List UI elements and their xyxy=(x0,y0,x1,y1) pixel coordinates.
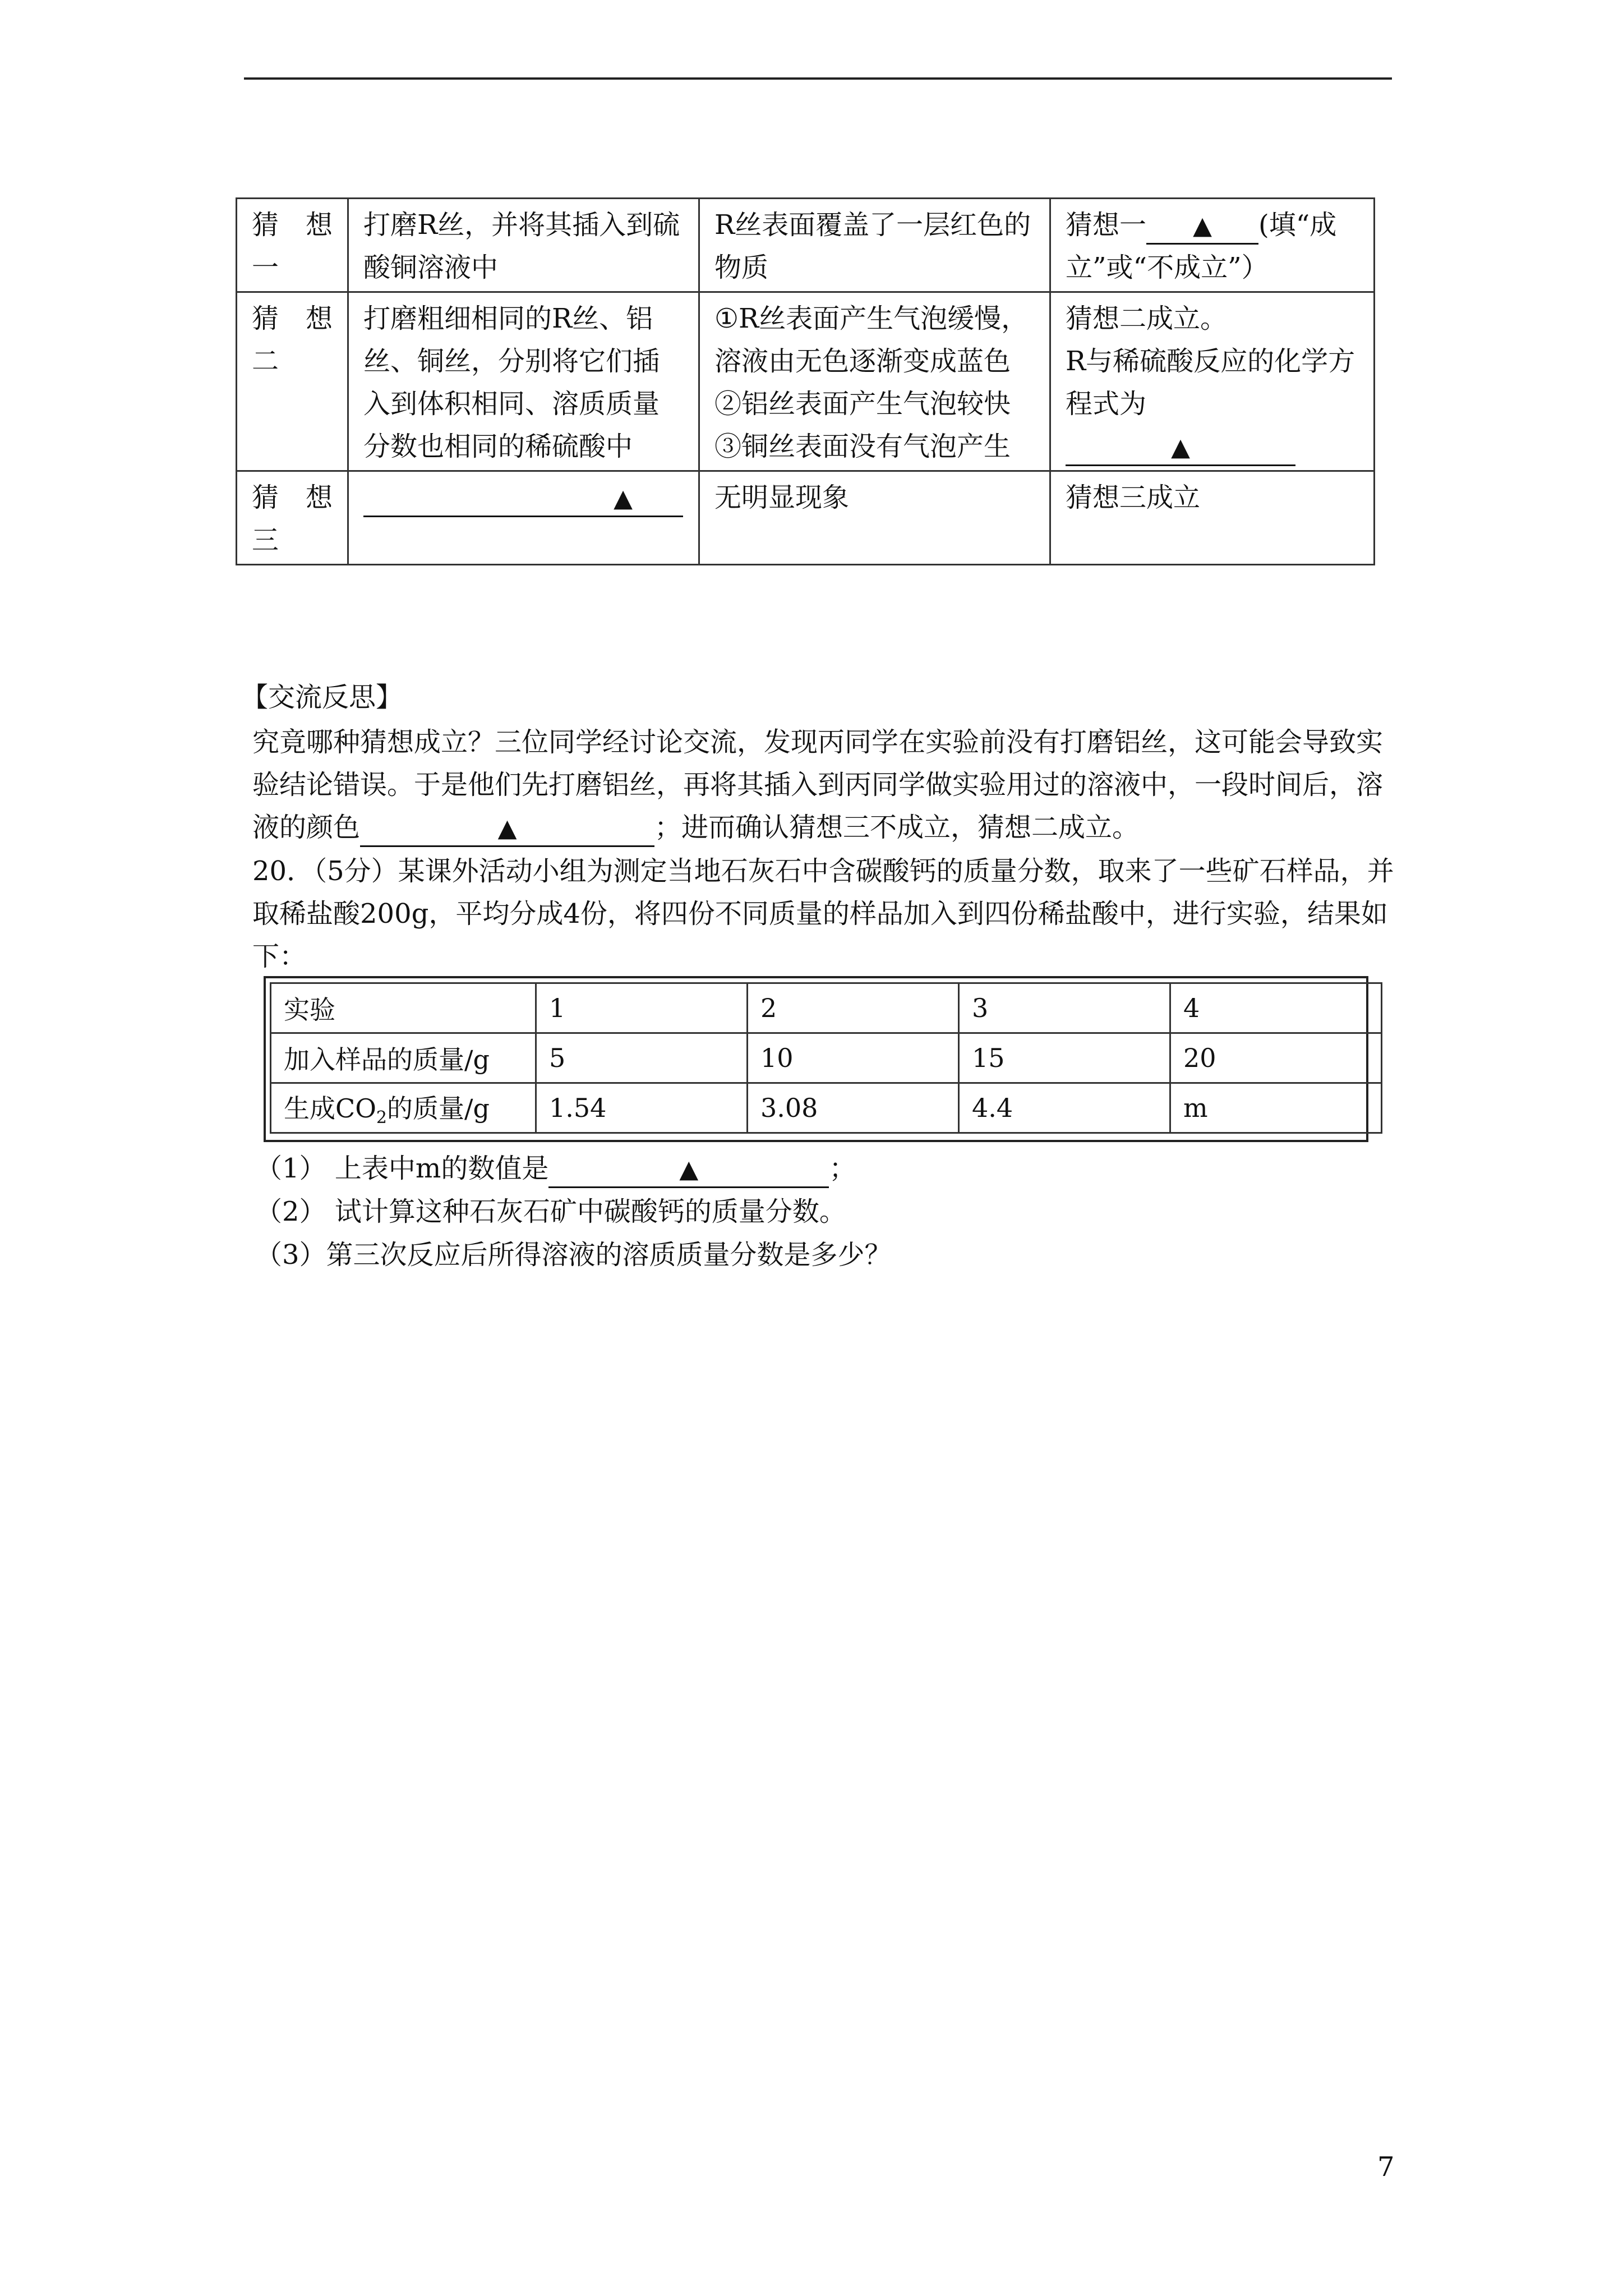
triangle-icon: ▲ xyxy=(497,814,517,843)
hypothesis-cell: 猜 想 三 xyxy=(237,471,348,565)
question-20: 20．（5分）某课外活动小组为测定当地石灰石中含碳酸钙的质量分数，取来了一些矿石样品，并取稀盐酸200g，平均分成4份，将四份不同质量的样品加入到四份稀盐酸中，进行实验，结果如下： xyxy=(252,855,1394,972)
subquestion-number: （2） xyxy=(255,1196,326,1227)
row-label xyxy=(271,1083,536,1133)
cell: 4.4 xyxy=(959,1083,1170,1133)
table-row xyxy=(237,471,1375,565)
subquestion-text: 上表中m的数值是 xyxy=(334,1153,549,1184)
hypothesis-cell: 猜 想 二 xyxy=(237,292,348,471)
cell: 3.08 xyxy=(748,1083,959,1133)
answer-blank xyxy=(363,480,683,517)
reflection-text: 究竟哪种猜想成立？三位同学经讨论交流，发现丙同学在实验前没有打磨铝丝，这可能会导致实验结论错误。于是他们先打磨铝丝，再将其插入到丙同学做实验用过的溶液中，一段时间后，溶液的颜色 xyxy=(252,726,1384,843)
experiment-table xyxy=(236,197,1375,565)
cell: 20 xyxy=(1170,1033,1382,1083)
label-text: 的质量/g xyxy=(387,1093,490,1124)
cell: 4 xyxy=(1170,983,1382,1033)
cell: 2 xyxy=(748,983,959,1033)
triangle-icon: ▲ xyxy=(1193,211,1212,240)
table-row xyxy=(237,292,1375,471)
table-row xyxy=(271,1083,1382,1133)
section-title: 【交流反思】 xyxy=(241,682,403,713)
triangle-icon: ▲ xyxy=(1171,433,1190,462)
conclusion-cell: 猜想三成立 xyxy=(1050,471,1375,565)
answer-blank xyxy=(1066,429,1295,466)
triangle-icon: ▲ xyxy=(679,1155,699,1184)
answer-blank xyxy=(548,1151,829,1188)
conclusion-cell xyxy=(1050,292,1375,471)
header-rule xyxy=(244,77,1392,80)
results-table-frame xyxy=(264,976,1368,1142)
cell: 10 xyxy=(748,1033,959,1083)
conclusion-prefix: 猜想一 xyxy=(1066,209,1147,241)
cell: 15 xyxy=(959,1033,1170,1083)
conclusion-cell xyxy=(1050,199,1375,292)
phenomenon-line: ③铜丝表面没有气泡产生 xyxy=(714,431,1011,462)
table-row xyxy=(271,983,1382,1033)
row-label: 实验 xyxy=(271,983,536,1033)
table-row xyxy=(237,199,1375,292)
subquestion-3: （3）第三次反应后所得溶液的溶质质量分数是多少？ xyxy=(255,1239,892,1271)
triangle-icon: ▲ xyxy=(614,484,633,513)
answer-blank xyxy=(1146,207,1258,245)
reflection-text-end: ；进而确认猜想三不成立，猜想二成立。 xyxy=(654,812,1140,843)
cell: 3 xyxy=(959,983,1170,1033)
conclusion-line: 猜想二成立。 xyxy=(1066,303,1228,334)
phenomenon-line: ①R丝表面产生气泡缓慢，溶液由无色逐渐变成蓝色 xyxy=(714,303,1029,377)
subquestion-text: 试计算这种石灰石矿中碳酸钙的质量分数。 xyxy=(334,1196,846,1227)
phenomenon-cell xyxy=(699,292,1050,471)
operation-cell: 打磨粗细相同的R丝、铝丝、铜丝，分别将它们插入到体积相同、溶质质量分数也相同的稀硫酸中 xyxy=(348,292,699,471)
subscript: 2 xyxy=(376,1108,388,1128)
subquestion-2 xyxy=(255,1190,846,1233)
operation-cell: 打磨R丝，并将其插入到硫酸铜溶液中 xyxy=(348,199,699,292)
row-label: 加入样品的质量/g xyxy=(271,1033,536,1083)
subquestion-number: （1） xyxy=(255,1153,326,1184)
hypothesis-cell: 猜 想 一 xyxy=(237,199,348,292)
operation-cell xyxy=(348,471,699,565)
answer-blank xyxy=(360,809,654,847)
phenomenon-cell: 无明显现象 xyxy=(699,471,1050,565)
label-text: 生成CO xyxy=(284,1093,376,1124)
cell: 5 xyxy=(536,1033,748,1083)
phenomenon-line: ②铝丝表面产生气泡较快 xyxy=(714,388,1011,420)
cell: 1 xyxy=(536,983,748,1033)
results-table xyxy=(270,982,1382,1134)
page-number: 7 xyxy=(1377,2151,1395,2183)
table-row xyxy=(271,1033,1382,1083)
phenomenon-cell: R丝表面覆盖了一层红色的物质 xyxy=(699,199,1050,292)
conclusion-line: R与稀硫酸反应的化学方程式为 xyxy=(1066,346,1355,420)
reflection-paragraph xyxy=(252,721,1396,849)
subquestion-1 xyxy=(255,1147,856,1190)
subquestion-end: ； xyxy=(829,1153,856,1184)
conclusion-suffix: (填“成立”或“不成立”） xyxy=(1066,209,1337,283)
cell: 1.54 xyxy=(536,1083,748,1133)
cell: m xyxy=(1170,1083,1382,1133)
